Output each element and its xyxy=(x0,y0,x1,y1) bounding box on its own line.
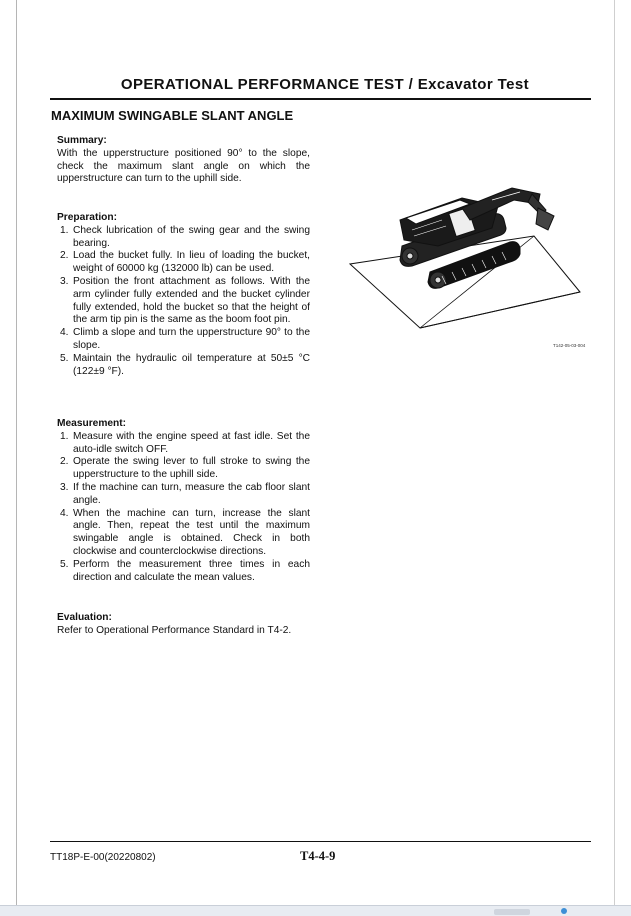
item-text: Load the bucket fully. In lieu of loading the bucket, weight of 60000 kg (132000 lb) can be used. xyxy=(73,250,310,275)
summary-text: With the upperstructure positioned 90° to the slope, check the maximum slant angle on which the upperstructure can turn to the uphill side. xyxy=(57,147,310,185)
list-item xyxy=(57,559,310,585)
evaluation-text: Refer to Operational Performance Standard in T4-2. xyxy=(57,624,292,636)
item-number: 4. xyxy=(60,327,69,339)
item-number: 2. xyxy=(60,250,69,262)
measurement-list xyxy=(57,431,310,585)
list-item xyxy=(57,508,310,559)
item-text: Climb a slope and turn the upperstructure 90° to the slope. xyxy=(73,327,310,351)
page-border-left xyxy=(16,0,17,905)
item-text: If the machine can turn, measure the cab floor slant angle. xyxy=(73,481,310,506)
scrollbar-thumb[interactable] xyxy=(494,909,530,915)
summary-block xyxy=(57,135,310,186)
status-dot-icon xyxy=(561,908,567,914)
item-number: 5. xyxy=(60,352,69,364)
preparation-block xyxy=(57,212,310,378)
measurement-block xyxy=(57,418,310,584)
item-text: Position the front attachment as follows. With the arm cylinder fully extended and the bucket cylinder fully extended, hold the bucket so that the height of the arm tip pin is the same as the boom foot pin. xyxy=(73,275,310,326)
summary-heading: Summary: xyxy=(57,135,107,146)
evaluation-block xyxy=(57,612,310,638)
figure-code: T142-05-03-004 xyxy=(553,343,586,348)
item-number: 3. xyxy=(60,275,69,287)
excavator-on-slope-icon xyxy=(342,180,592,350)
item-number: 1. xyxy=(60,430,69,442)
item-text: Measure with the engine speed at fast idle. Set the auto-idle switch OFF. xyxy=(73,430,310,455)
evaluation-heading: Evaluation: xyxy=(57,612,112,623)
list-item xyxy=(57,482,310,508)
footer-rule xyxy=(50,841,591,842)
page-border-right xyxy=(614,0,615,905)
list-item xyxy=(57,225,310,251)
list-item xyxy=(57,456,310,482)
list-item xyxy=(57,431,310,457)
item-number: 4. xyxy=(60,507,69,519)
item-text: Operate the swing lever to full stroke to swing the upperstructure to the uphill side. xyxy=(73,456,310,481)
item-text: When the machine can turn, increase the slant angle. Then, repeat the test until the maximum swingable angle is obtained. Check in both clockwise and counterclockwise directions. xyxy=(73,507,310,557)
list-item xyxy=(57,353,310,379)
item-text: Maintain the hydraulic oil temperature at 50±5 °C (122±9 °F). xyxy=(73,352,310,377)
item-number: 2. xyxy=(60,456,69,468)
list-item xyxy=(57,327,310,353)
list-item xyxy=(57,250,310,276)
preparation-heading: Preparation: xyxy=(57,212,118,223)
item-text: Check lubrication of the swing gear and the swing bearing. xyxy=(73,224,310,249)
page-number: T4-4-9 xyxy=(300,849,336,863)
measurement-heading: Measurement: xyxy=(57,418,127,429)
viewer-scrollbar[interactable] xyxy=(0,905,631,916)
item-number: 5. xyxy=(60,558,69,570)
header-title: OPERATIONAL PERFORMANCE TEST / Excavator Test xyxy=(120,76,529,93)
header-rule xyxy=(50,98,591,100)
footer-doc-code: TT18P-E-00(20220802) xyxy=(50,852,156,863)
item-number: 3. xyxy=(60,481,69,493)
item-text: Perform the measurement three times in each direction and calculate the mean values. xyxy=(73,558,310,583)
list-item xyxy=(57,276,310,327)
section-title: MAXIMUM SWINGABLE SLANT ANGLE xyxy=(51,108,294,123)
item-number: 1. xyxy=(60,224,69,236)
preparation-list xyxy=(57,225,310,379)
